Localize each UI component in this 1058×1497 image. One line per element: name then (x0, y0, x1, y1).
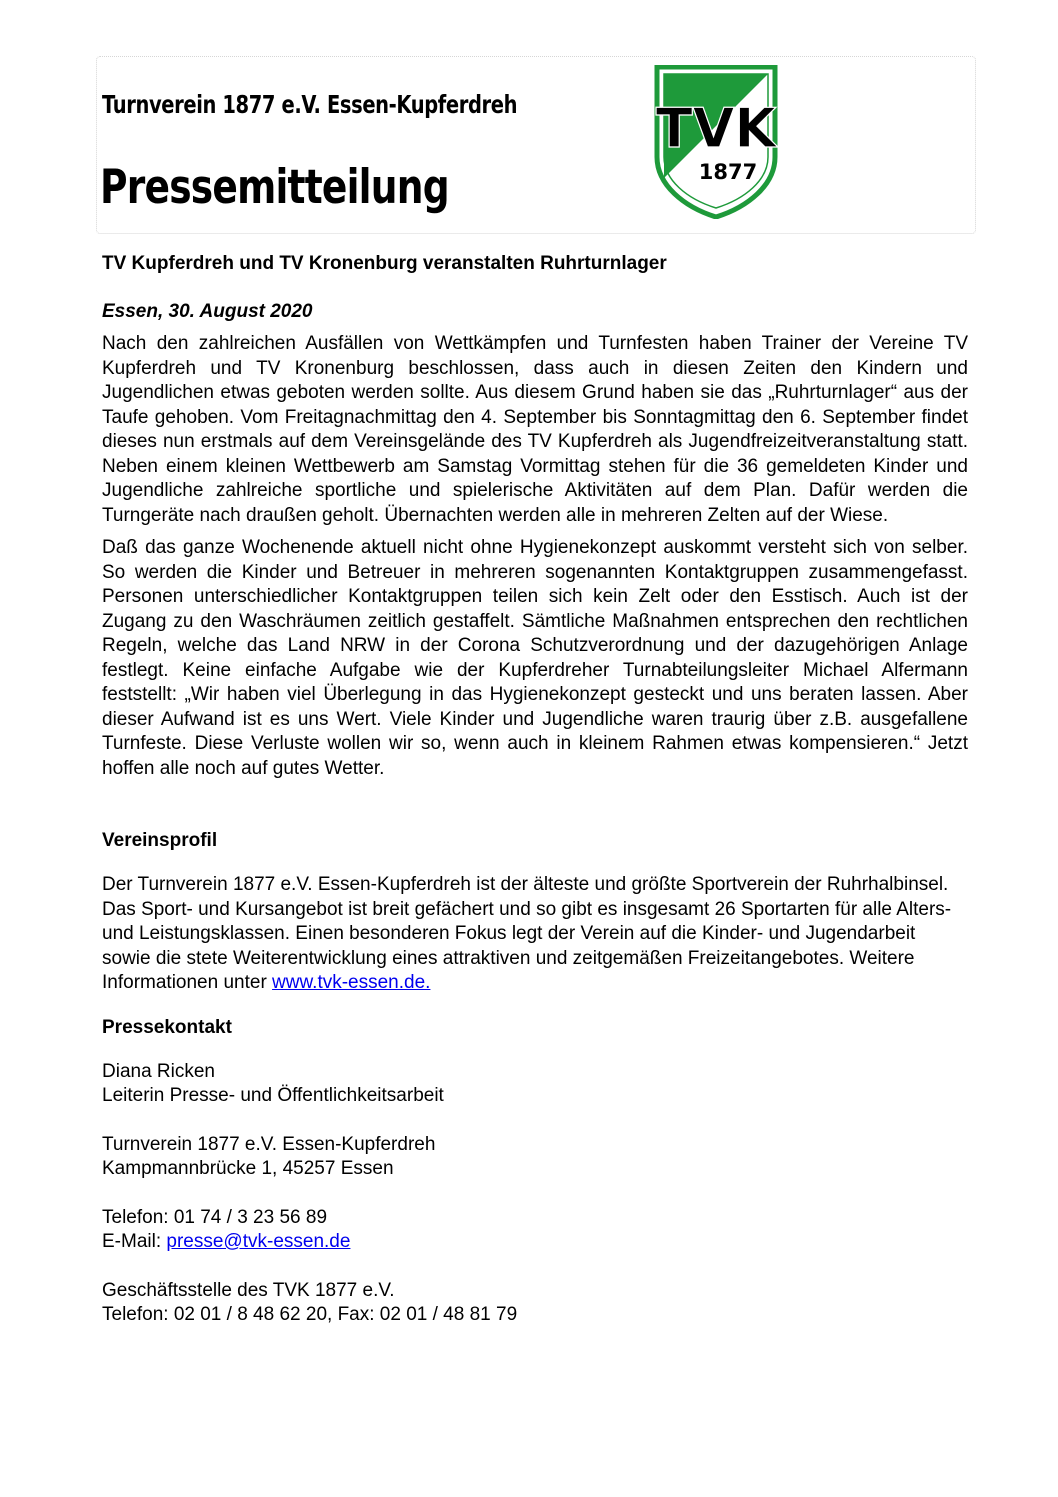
organization-title: Turnverein 1877 e.V. Essen-Kupferdreh (102, 90, 518, 119)
article-paragraph: Daß das ganze Wochenende aktuell nicht ohne Hygienekonzept auskommt versteht sich von selber. So werden die Kinder und Betreuer in mehreren sogenannten Kontaktgruppen zusammengefasst. Personen unterschiedlicher Kontaktgruppen teilen sich kein Zelt oder den Esstisch. Auch ist der Zugang zu den Waschräumen zeitlich gestaffelt. Sämtliche Maßnahmen entsprechen den rechtlichen Regeln, welche das Land NRW in der Corona Schutzverordnung und der dazugehörigen Anlage festlegt. Keine einfache Aufgabe wie der Kupferdreher Turnabteilungsleiter Michael Alfermann feststellt: „Wir haben viel Überlegung in das Hygienekonzept gesteckt und uns beraten lassen. Aber dieser Aufwand ist es uns Wert. Viele Kinder und Jugendliche waren traurig über z.B. ausgefallene Turnfeste. Diese Verluste wollen wir so, wenn auch in kleinem Rahmen etwas kompensieren.“ Jetzt hoffen alle noch auf gutes Wetter. (102, 537, 968, 779)
profile-description: Der Turnverein 1877 e.V. Essen-Kupferdreh ist der älteste und größte Sportverein der Ruhrhalbinsel. Das Sport- und Kursangebot ist breit gefächert und so gibt es insgesamt 26 Sportarten für alle Alters- und Leistungsklassen. Einen besonderen Fokus legt der Verein auf die Kinder- und Jugendarbeit sowie die stete Weiterentwicklung eines attraktiven und zeitgemäßen Freizeitangebotes. Weitere Informationen unter (102, 874, 952, 993)
office-details (102, 1279, 968, 1328)
contact-address (102, 1133, 968, 1182)
logo-year: 1877 (698, 160, 758, 184)
contact-email-line (102, 1230, 968, 1255)
office-title: Geschäftsstelle des TVK 1877 e.V. (102, 1279, 395, 1301)
contact-heading: Pressekontakt (102, 1016, 232, 1038)
email-link[interactable]: presse@tvk-essen.de (166, 1231, 351, 1252)
article-paragraph: Nach den zahlreichen Ausfällen von Wettkämpfen und Turnfesten haben Trainer der Vereine TV Kupferdreh und TV Kronenburg beschlossen, dass auch in diesen Zeiten den Kindern und Jugendlichen etwas geboten werden sollte. Aus diesem Grund haben sie das „Ruhrturnlager“ aus der Taufe gehoben. Vom Freitagnachmittag den 4. September bis Sonntagmittag den 6. September findet dieses nun erstmals auf dem Vereinsgelände des TV Kupferdreh als Jugendfreizeitveranstaltung statt. Neben einem kleinen Wettbewerb am Samstag Vormittag stehen für die 36 gemeldeten Kinder und Jugendliche zahlreiche sportliche und spielerische Aktivitäten auf dem Plan. Dafür werden die Turngeräte nach draußen geholt. Übernachten werden alle in mehreren Zelten auf der Wiese. (102, 333, 968, 526)
contact-details (102, 1206, 968, 1255)
contact-street: Kampmannbrücke 1, 45257 Essen (102, 1158, 394, 1179)
office-phone-fax: Telefon: 02 01 / 8 48 62 20, Fax: 02 01 / 48 81 79 (102, 1304, 518, 1325)
article-dateline: Essen, 30. August 2020 (102, 301, 313, 322)
email-label: E-Mail: (102, 1231, 167, 1252)
contact-phone: Telefon: 01 74 / 3 23 56 89 (102, 1206, 328, 1228)
contact-person (102, 1060, 968, 1109)
website-link[interactable]: www.tvk-essen.de. (272, 972, 431, 993)
profile-heading: Vereinsprofil (102, 830, 218, 851)
article-headline: TV Kupferdreh und TV Kronenburg veranstalten Ruhrturnlager (102, 253, 667, 274)
logo-letters: TVK (655, 97, 777, 160)
document-title: Pressemitteilung (100, 160, 449, 215)
press-release-body (102, 252, 968, 1352)
profile-text (102, 873, 968, 996)
contact-role: Leiterin Presse- und Öffentlichkeitsarbeit (102, 1085, 444, 1106)
contact-name: Diana Ricken (102, 1060, 215, 1082)
tvk-club-logo (653, 65, 779, 219)
contact-organization: Turnverein 1877 e.V. Essen-Kupferdreh (102, 1133, 436, 1155)
